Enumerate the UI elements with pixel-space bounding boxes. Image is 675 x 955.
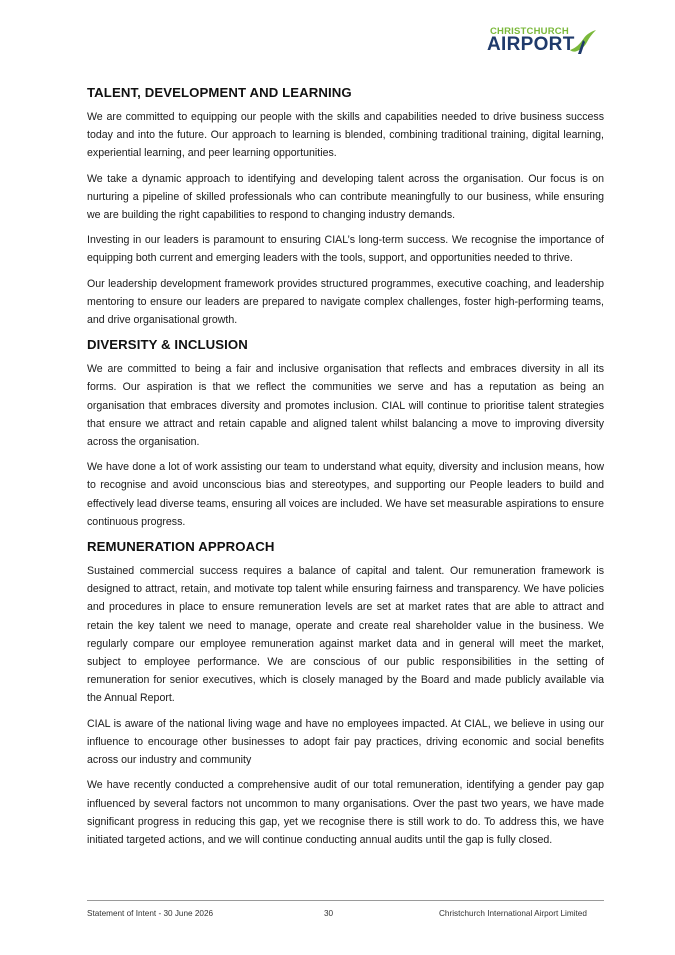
footer-divider (87, 900, 604, 901)
footer-company-name: Christchurch International Airport Limited (439, 909, 587, 918)
paragraph: We are committed to equipping our people with the skills and capabilities needed to drive business success today and into the future. Our approach to learning is blended, combining traditional training, digital learning, experiential learning, and peer learning opportunities. (87, 111, 604, 160)
section-heading: REMUNERATION APPROACH (87, 539, 275, 555)
bird-icon (568, 28, 598, 56)
section-remuneration-approach (87, 538, 604, 849)
paragraph: We are committed to being a fair and inclusive organisation that reflects and embraces diversity in all its forms. Our aspiration is that we reflect the communities we serve and has a reputation as being an organisation that embraces diversity and promotes inclusion. CIAL will continue to prioritise talent strategies that ensure we attract and retain capable and aligned talent whilst balancing a move to improving diversity across the organisation. (87, 363, 604, 449)
section-heading: TALENT, DEVELOPMENT AND LEARNING (87, 85, 352, 100)
footer-page-number: 30 (324, 909, 334, 918)
paragraph: Sustained commercial success requires a balance of capital and talent. Our remuneration framework is designed to attract, retain, and motivate top talent while ensuring fairness and transparency. We have policies and procedures in place to ensure remuneration levels are set at market rates that are able to attract and retain the key talent we need to manage, operate and create real shareholder value in the business. We regularly compare our employee remuneration against market data and in general will meet the market, subject to employee performance. We are conscious of our public responsibilities in the setting of remuneration for senior executives, which is closely managed by the Board and made publicly available via the Annual Report. (87, 565, 604, 705)
christchurch-airport-logo (486, 26, 598, 60)
logo-top-text: CHRISTCHURCH (490, 26, 569, 37)
section-talent-development (87, 84, 604, 329)
section-diversity-inclusion (87, 336, 604, 531)
paragraph: Investing in our leaders is paramount to ensuring CIAL’s long-term success. We recognise the importance of equipping both current and emerging leaders with the tools, support, and opportunities needed to thrive. (87, 234, 604, 265)
paragraph: CIAL is aware of the national living wage and have no employees impacted. At CIAL, we believe in using our influence to encourage other businesses to adopt fair pay practices, driving economic and social benefits across our industry and community (87, 717, 604, 767)
paragraph: We take a dynamic approach to identifying and developing talent across the organisation. Our focus is on nurturing a pipeline of skilled professionals who can contribute meaningfully to our business, while ensuring we are building the right capabilities to respond to changing industry demands. (87, 172, 604, 222)
section-heading: DIVERSITY & INCLUSION (87, 337, 248, 353)
paragraph: We have recently conducted a comprehensive audit of our total remuneration, identifying a gender pay gap influenced by several factors not uncommon to many organisations. Over the past two years, we have made significant progress in reducing this gap, yet we recognise there is still work to do. To address this, we have initiated targeted actions, and we will continue conducting annual audits until the gap is fully closed. (87, 779, 604, 846)
logo-main-text: AIRPORT (487, 34, 575, 55)
paragraph: We have done a lot of work assisting our team to understand what equity, diversity and inclusion means, how to recognise and avoid unconscious bias and stereotypes, and supporting our People leaders to build and effectively lead diverse teams, ensuring all voices are included. We have set measurable aspirations to ensure continuous progress. (87, 461, 604, 528)
footer-document-title: Statement of Intent - 30 June 2026 (87, 909, 214, 918)
document-body (87, 84, 604, 856)
paragraph: Our leadership development framework provides structured programmes, executive coaching, and leadership mentoring to ensure our leaders are prepared to navigate complex challenges, foster high-performing teams, and drive organisational growth. (87, 277, 604, 327)
